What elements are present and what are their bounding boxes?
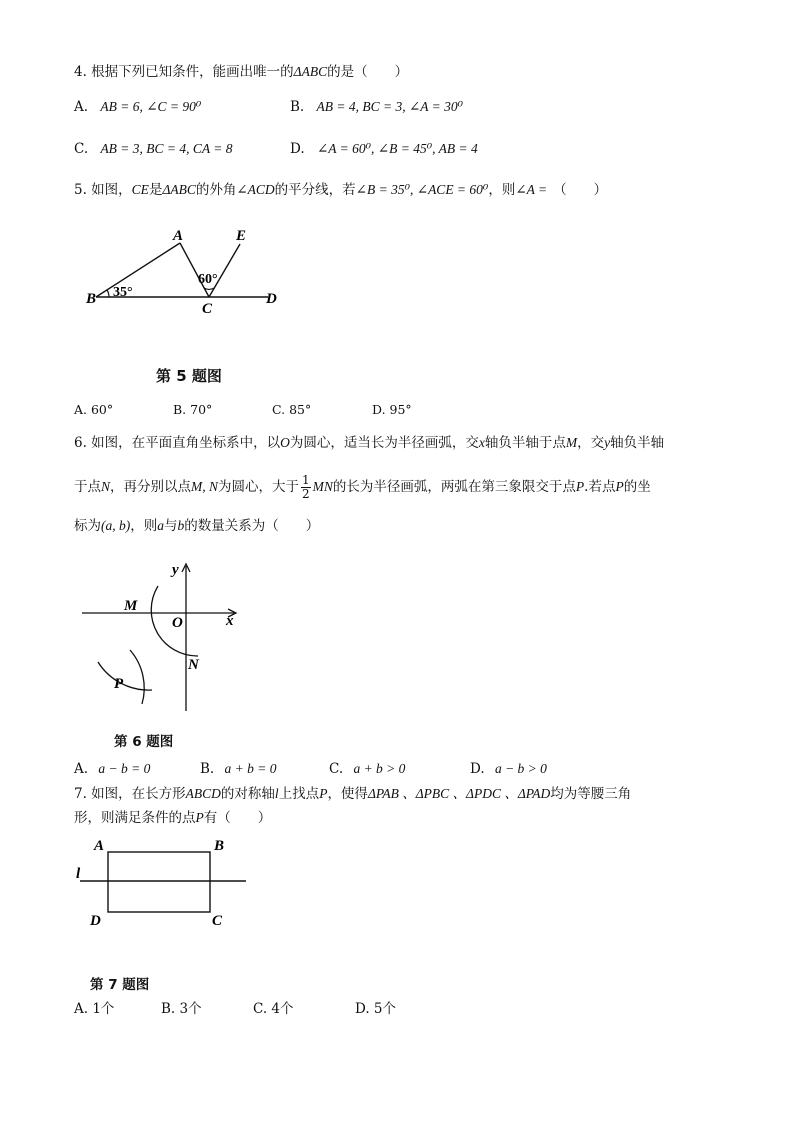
q5-label-d: D: [266, 291, 277, 307]
q7-var-l: l: [274, 786, 279, 801]
q4-option-d-text: ∠A = 60⁰, ∠B = 45⁰, AB = 4: [316, 141, 478, 156]
q7-label-a: A: [94, 838, 105, 854]
q6-stem-line-2: [74, 474, 651, 501]
q6-var-n: N: [101, 479, 111, 494]
q5-label-a: A: [173, 228, 184, 244]
q6-fraction-denominator: 2: [302, 487, 310, 501]
q6-var-y: y: [604, 435, 611, 450]
q4-option-b-label: B.: [290, 99, 305, 115]
q7-stem-line-1: [74, 784, 631, 804]
q6-option-d-label: D.: [470, 761, 485, 777]
q6-text: 与: [164, 518, 178, 534]
q5-label-b: B: [86, 291, 97, 307]
q7-option-b: B. 3个: [161, 1001, 202, 1017]
q7-text: 的对称轴: [220, 786, 275, 802]
q5-option-a: A. 60°: [74, 402, 114, 417]
q5-stem-angle-a: ∠A =: [515, 182, 548, 197]
q4-option-b: [290, 97, 463, 117]
q4-option-a-label: A.: [74, 99, 89, 115]
q7-figure: [76, 834, 251, 934]
q7-triangles: ΔPAB 、ΔPBC 、ΔPDC 、ΔPAD: [367, 786, 551, 801]
q5-stem-1: 5. 如图，: [74, 182, 132, 198]
q4-stem: [74, 62, 408, 82]
q6-var-o: O: [280, 435, 290, 450]
q6-option-c-label: C.: [329, 761, 344, 777]
q6-var-a: a: [157, 518, 164, 533]
q4-stem-pre: 4. 根据下列已知条件，能画出唯一的: [74, 64, 294, 80]
q7-label-c: C: [212, 913, 223, 929]
q6-text: ，则: [130, 518, 158, 534]
q7-label-l: l: [76, 866, 81, 882]
q4-stem-triangle: ΔABC: [293, 64, 328, 79]
q6-option-b: [200, 759, 277, 779]
q7-caption: 第 7 题图: [90, 977, 150, 993]
q6-option-a-text: a − b = 0: [98, 761, 151, 776]
q6-text: 为圆心，适当长为半径画弧，交: [289, 435, 479, 451]
q5-line-ba: [96, 243, 180, 297]
q6-option-c: [329, 759, 405, 779]
q5-option-c: C. 85°: [272, 402, 312, 417]
q5-label-angle-b: 35°: [113, 285, 133, 300]
q6-option-c-text: a + b > 0: [353, 761, 406, 776]
q6-fraction-numerator: 1: [302, 473, 310, 487]
q6-fraction-half: [301, 474, 311, 501]
q4-option-c-text: AB = 3, BC = 4, CA = 8: [100, 141, 233, 156]
q7-option-a: A. 1个: [74, 1001, 115, 1017]
q4-option-d-label: D.: [290, 141, 305, 157]
q5-label-e: E: [236, 228, 247, 244]
q4-option-d: [290, 139, 478, 159]
q7-text: 上找点: [278, 786, 320, 802]
q7-text: 形，则满足条件的点: [74, 810, 196, 826]
q4-option-c-label: C.: [74, 141, 89, 157]
q7-text: 7. 如图，在长方形: [74, 786, 186, 802]
q6-text: 轴负半轴于点: [484, 435, 566, 451]
q6-text: 6. 如图，在平面直角坐标系中，以: [74, 435, 281, 451]
q6-var-p: P: [615, 479, 624, 494]
q6-var-mn: M, N: [191, 479, 219, 494]
q7-rectangle: [108, 852, 210, 912]
q6-arc-p-2: [130, 650, 144, 704]
q4-option-c: [74, 139, 233, 159]
q6-option-a-label: A.: [74, 761, 89, 777]
q5-stem-3: 的外角: [195, 182, 237, 198]
q6-var-x: x: [478, 435, 485, 450]
q5-stem-5: ，则: [488, 182, 516, 198]
q6-var-p: P: [575, 479, 585, 494]
q5-angle-b-arc: [107, 290, 109, 297]
q6-text: 标为: [74, 518, 101, 534]
q5-option-d: D. 95°: [372, 402, 412, 417]
q6-var-ab: (a, b): [101, 518, 131, 533]
q5-stem-4: 的平分线，若: [274, 182, 356, 198]
q6-text: 轴负半轴: [610, 435, 665, 451]
q7-text: 有（ ）: [203, 810, 272, 826]
q6-figure: [76, 556, 251, 716]
q6-caption: 第 6 题图: [114, 734, 174, 750]
q5-figure: [76, 220, 296, 330]
q6-label-y: y: [172, 562, 179, 578]
q6-var-m: M: [565, 435, 578, 450]
q6-text: .若点: [584, 479, 616, 495]
q7-var-p: P: [195, 810, 204, 825]
q6-stem-line-1: [74, 433, 664, 453]
q5-label-c: C: [202, 301, 213, 317]
q6-text: ，交: [577, 435, 605, 451]
q5-line-ce: [209, 244, 240, 297]
q5-stem-abc: ΔABC: [162, 182, 196, 197]
q6-label-p: P: [114, 676, 124, 692]
q7-text: ，使得: [327, 786, 368, 802]
q4-option-a-text: AB = 6, ∠C = 90⁰: [100, 99, 202, 114]
q6-text: 为圆心，大于: [218, 479, 300, 495]
q5-stem-6: （ ）: [553, 182, 608, 198]
q6-option-b-text: a + b = 0: [224, 761, 277, 776]
q5-stem-2: 是: [148, 182, 163, 198]
q7-var-abcd: ABCD: [185, 786, 221, 801]
q6-var-mn-segment: MN: [312, 479, 333, 494]
q4-option-a: [74, 97, 201, 117]
q6-text: ，再分别以点: [110, 479, 192, 495]
q4-stem-post: 的是（ ）: [327, 64, 409, 80]
q6-option-b-label: B.: [200, 761, 215, 777]
q6-stem-line-3: [74, 516, 319, 536]
q5-caption: 第 5 题图: [156, 367, 222, 385]
q6-label-o: O: [172, 615, 183, 631]
q6-text: 的长为半径画弧，两弧在第三象限交于点: [332, 479, 576, 495]
q5-option-b: B. 70°: [173, 402, 213, 417]
q7-label-d: D: [90, 913, 101, 929]
q5-stem: [74, 180, 607, 200]
q4-option-b-text: AB = 4, BC = 3, ∠A = 30⁰: [316, 99, 464, 114]
q6-text: 的数量关系为（ ）: [184, 518, 320, 534]
q6-label-m: M: [124, 598, 138, 614]
q7-label-b: B: [214, 838, 225, 854]
q6-option-d: [470, 759, 547, 779]
q6-label-n: N: [188, 657, 199, 673]
q5-stem-ce: CE: [131, 182, 149, 197]
q6-text: 于点: [74, 479, 101, 495]
q6-option-a: [74, 759, 150, 779]
q7-stem-line-2: [74, 808, 271, 828]
q7-option-c: C. 4个: [253, 1001, 294, 1017]
q5-stem-acd: ∠ACD: [236, 182, 275, 197]
q6-option-d-text: a − b > 0: [494, 761, 547, 776]
q6-label-x: x: [226, 613, 234, 629]
q6-var-b: b: [177, 518, 185, 533]
q5-stem-cond: ∠B = 35⁰, ∠ACE = 60⁰: [355, 182, 489, 197]
q5-label-angle-c: 60°: [198, 272, 218, 287]
q6-text: 的坐: [623, 479, 651, 495]
q7-var-p: P: [319, 786, 328, 801]
q7-option-d: D. 5个: [355, 1001, 397, 1017]
q5-angle-c-arc: [204, 288, 214, 289]
q7-text: 均为等腰三角: [550, 786, 632, 802]
